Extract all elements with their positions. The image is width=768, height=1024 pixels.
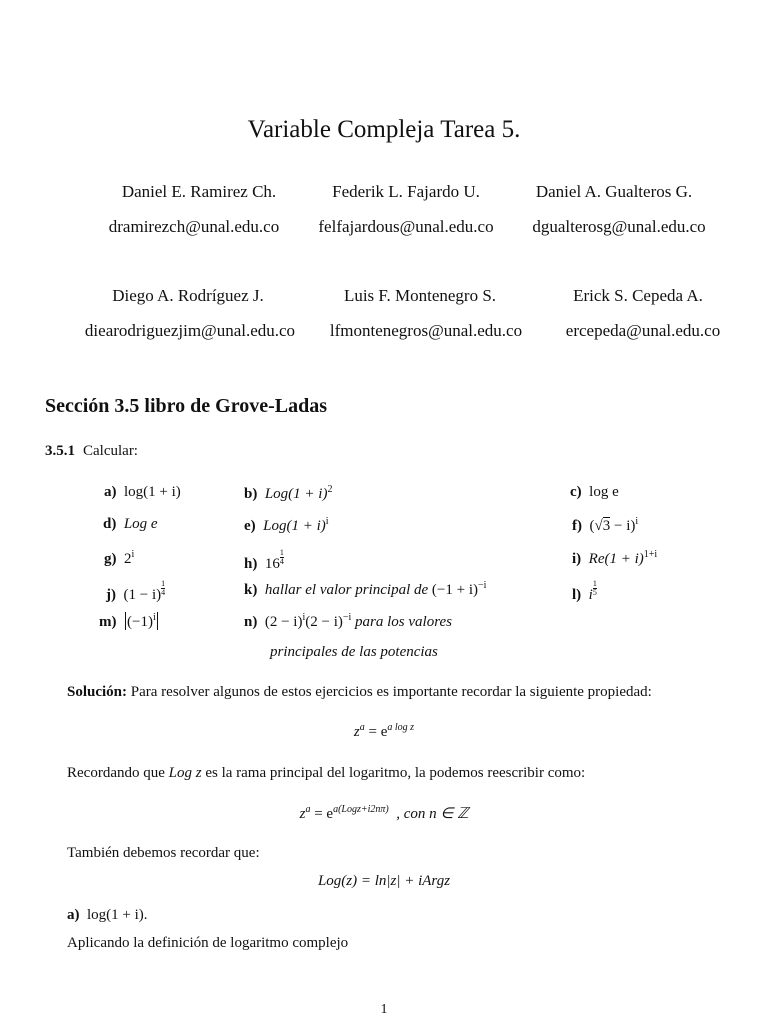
equation-1: $z^a = e^{a log z}$ <box>353 722 415 740</box>
author-name: Daniel E. Ramirez Ch. <box>121 182 277 201</box>
exercise-k: k) hallar el valor principal de $(-1 + i)^{-i}$ <box>244 580 487 598</box>
section-heading: Sección 3.5 libro de Grove-Ladas <box>45 395 328 417</box>
author-email: dramirezch@unal.edu.co <box>108 217 280 236</box>
exercise-b: b) $Log(1 + i)^2$ <box>244 484 333 502</box>
paragraph-2: Recordando que Log z es la rama principal del logaritmo, la podemos reescribir como: <box>67 765 586 781</box>
author-name: Erick S. Cepeda A. <box>573 286 703 305</box>
exercise-l: l) i $\frac{1}{5}$ <box>572 579 597 603</box>
exercise-a: a) log(1 + i) <box>104 484 181 500</box>
exercise-n: n) $(2 - i)^i(2 - i)^{-i}$ para los valores <box>244 612 452 630</box>
author-name: Luis F. Montenegro S. <box>343 286 497 305</box>
subsection-number: 3.5.1 <box>45 443 75 459</box>
author-name: Diego A. Rodríguez J. <box>112 286 264 305</box>
paper-title: Variable Compleja Tarea 5. <box>247 116 521 143</box>
exercise-h: h) 16 $\frac{1}{4}$ <box>244 548 284 572</box>
exercise-n-continued: principales de las potencias <box>270 644 438 660</box>
page-number: 1 <box>380 1002 388 1017</box>
exercise-c: c) log e <box>570 484 619 500</box>
equation-2: $z^a = e^{a(Logz+i2n\pi)}$ , con n ∈ ℤ <box>299 804 469 822</box>
solution-label: Solución: <box>67 684 128 700</box>
author-email: lfmontenegros@unal.edu.co <box>329 321 523 340</box>
author-email: diearodriguezjim@unal.edu.co <box>84 321 296 340</box>
author-name: Federik L. Fajardo U. <box>332 182 480 201</box>
equation-3: Log(z) = ln|z| + iArgz <box>317 873 451 889</box>
exercise-d: d) Log e <box>103 516 158 532</box>
solution-item-a: a) log(1 + i). <box>67 907 148 923</box>
paragraph-3: También debemos recordar que: <box>67 845 260 861</box>
subsection-text: Calcular: <box>83 443 138 459</box>
exercise-e: e) $Log(1 + i)^i$ <box>244 516 329 534</box>
exercise-m: m) $(-1)^i$ <box>99 612 156 630</box>
author-email: dgualterosg@unal.edu.co <box>532 217 706 236</box>
author-email: felfajardous@unal.edu.co <box>318 217 494 236</box>
paragraph-4: Aplicando la definición de logaritmo complejo <box>67 935 349 951</box>
exercise-j: j) (1 − i) $\frac{1}{4}$ <box>106 579 166 603</box>
exercise-i: i) $Re(1 + i)^{1+i}$ <box>572 549 658 567</box>
exercise-f: f) $(√3 - i)^i$ <box>572 516 639 534</box>
solution-intro: Solución: Para resolver algunos de estos ejercicios es importante recordar la siguiente propiedad: <box>67 684 652 700</box>
author-email: ercepeda@unal.edu.co <box>565 321 721 340</box>
subsection-heading <box>45 443 138 460</box>
author-name: Daniel A. Gualteros G. <box>535 182 693 201</box>
exercise-g: g) 2$^i$ <box>104 549 135 567</box>
